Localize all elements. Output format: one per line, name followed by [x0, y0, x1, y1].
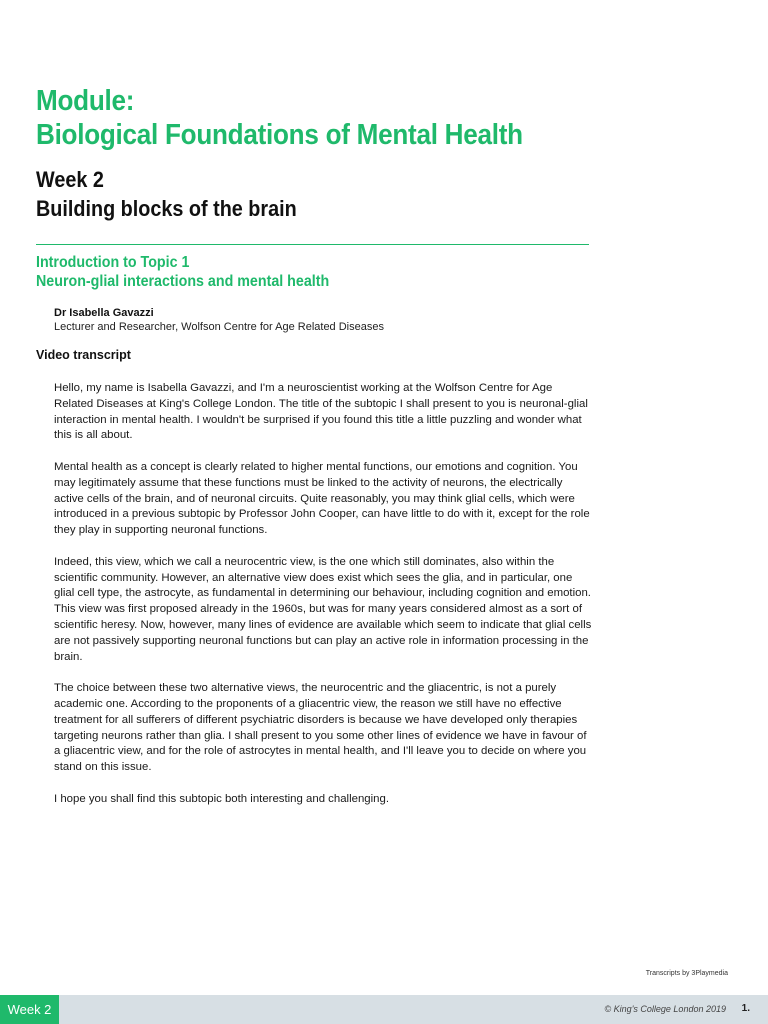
divider-rule [36, 244, 589, 245]
transcript-body [54, 381, 594, 823]
week-label: Week 2 [36, 167, 104, 192]
topic-name: Neuron-glial interactions and mental health [36, 273, 330, 290]
author-name: Dr Isabella Gavazzi [54, 307, 154, 319]
transcript-paragraph: The choice between these two alternative views, the neurocentric and the gliacentric, is not a purely academic one. According to the proponents of a gliacentric view, the reason we still have no effective treatment for all sufferers of different psychiatric disorders is because we have developed only therapies targeting neurons rather than glia. I shall present to you some other lines of evidence we have in favour of a gliacentric view, and for the role of astrocytes in mental health, and I'll leave you to decide on where you stand on this issue. [54, 682, 587, 774]
transcript-credit: Transcripts by 3Playmedia [645, 970, 728, 977]
week-name: Building blocks of the brain [36, 196, 297, 221]
footer-week-tab: Week 2 [0, 995, 59, 1024]
transcript-paragraph: Hello, my name is Isabella Gavazzi, and I'm a neuroscientist working at the Wolfson Centre for Age Related Diseases at King's College London. The title of the subtopic I shall present to you is neuronal-glial interaction in mental health. I wouldn't be surprised if you found this title a little puzzling and wonder what this is all about. [54, 382, 588, 442]
section-heading: Video transcript [36, 348, 131, 362]
author-block [54, 306, 614, 335]
footer-copyright: © King's College London 2019 [604, 1004, 726, 1014]
transcript-paragraph: I hope you shall find this subtopic both interesting and challenging. [54, 792, 389, 805]
page-number: 1. [741, 1003, 750, 1014]
module-title [36, 84, 666, 152]
transcript-paragraph: Indeed, this view, which we call a neurocentric view, is the one which still dominates, also within the scientific community. However, an alternative view does exist which sees the glia, and in particular, one glial cell type, the astrocyte, as fundamental in determining our behaviour, including cognition and emotion. This view was first proposed already in the 1960s, but was for many years considered almost as a sort of scientific heresy. Now, however, many lines of evidence are available which seem to indicate that glial cells are not passively supporting neuronal functions but can play an active role in information processing in the brain. [54, 555, 592, 663]
module-name: Biological Foundations of Mental Health [36, 119, 523, 151]
author-role: Lecturer and Researcher, Wolfson Centre for Age Related Diseases [54, 321, 384, 333]
module-label: Module: [36, 85, 135, 117]
transcript-paragraph: Mental health as a concept is clearly related to higher mental functions, our emotions and cognition. You may legitimately assume that these functions must be linked to the activity of neurons, the electrically active cells of the brain, and of neuronal circuits. Quite reasonably, you may think glial cells, which were introduced in a previous subtopic by Professor John Cooper, can have little to do with it, except for the role they play in supporting neuronal functions. [54, 460, 590, 537]
week-title [36, 165, 666, 223]
topic-heading [36, 253, 588, 291]
topic-label: Introduction to Topic 1 [36, 254, 190, 271]
